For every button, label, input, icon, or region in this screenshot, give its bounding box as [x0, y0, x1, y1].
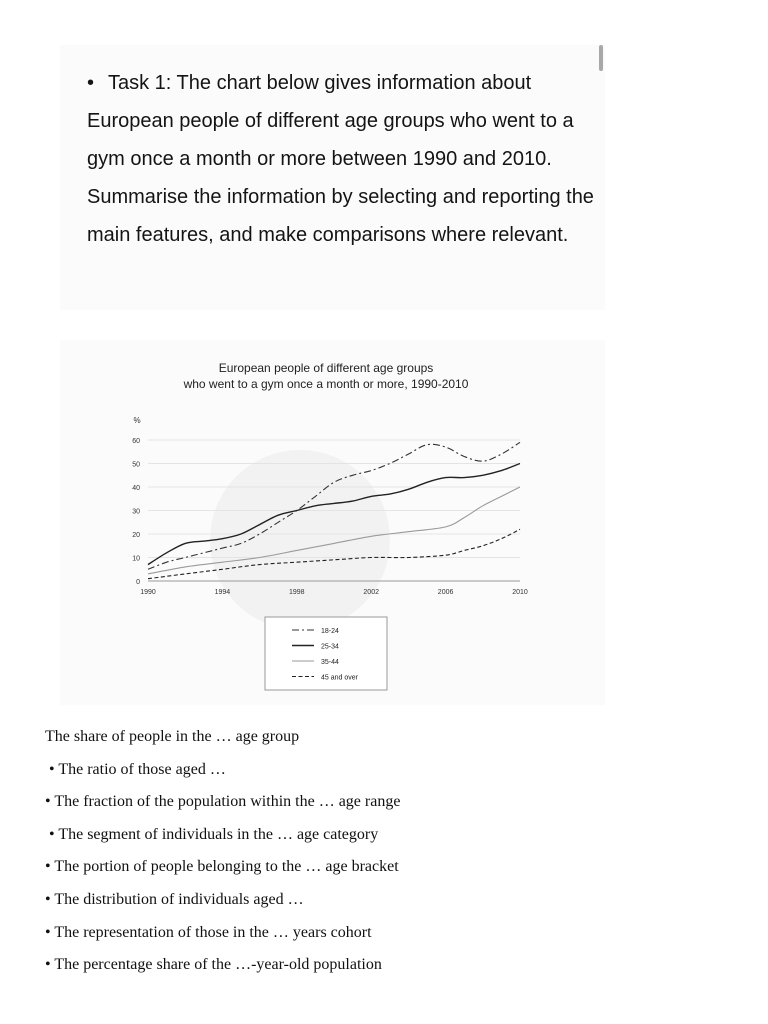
task-panel — [60, 45, 605, 310]
note-line: • The percentage share of the …-year-old population — [45, 956, 382, 974]
note-line: • The segment of individuals in the … age category — [45, 825, 379, 843]
notes-list — [45, 724, 745, 985]
y-axis-label: % — [133, 416, 141, 425]
x-tick-label: 2006 — [437, 589, 454, 596]
note-line: • The distribution of individuals aged … — [45, 890, 304, 908]
note-line: • The fraction of the population within the … age range — [45, 793, 401, 811]
line-chart — [60, 340, 605, 705]
chart-panel — [60, 340, 605, 705]
y-tick-label: 40 — [132, 485, 140, 492]
x-tick-label: 1998 — [289, 589, 305, 596]
legend-label: 18-24 — [321, 628, 339, 635]
y-tick-label: 0 — [136, 579, 140, 586]
task-bullet: • — [87, 72, 95, 94]
chart-subtitle: who went to a gym once a month or more, 1990-2010 — [183, 377, 469, 391]
note-line: • The portion of people belonging to the … age bracket — [45, 858, 399, 876]
y-tick-label: 50 — [132, 461, 140, 469]
legend-label: 45 and over — [321, 674, 358, 682]
y-tick-label: 30 — [132, 508, 140, 516]
y-tick-label: 60 — [132, 438, 140, 445]
note-line: • The ratio of those aged … — [45, 760, 226, 778]
y-tick-label: 20 — [132, 532, 140, 539]
x-tick-label: 1994 — [214, 589, 231, 596]
chart-title: European people of different age groups — [218, 361, 434, 375]
y-tick-label: 10 — [132, 555, 140, 563]
legend-label: 25-34 — [321, 643, 339, 651]
x-tick-label: 2010 — [512, 589, 528, 596]
watermark-logo — [210, 450, 390, 630]
note-line: • The representation of those in the … years cohort — [45, 923, 372, 941]
task-prompt — [87, 64, 597, 254]
note-line: The share of people in the … age group — [45, 728, 300, 745]
scroll-indicator[interactable] — [599, 45, 603, 71]
x-tick-label: 2002 — [363, 589, 379, 596]
task-text: Task 1: The chart below gives information about European people of different age groups who went to a gym once a month or more between 1990 and 2010. Summarise the information by selecting and reporting the main features, and make comparisons where relevant. — [87, 72, 594, 246]
legend-label: 35-44 — [321, 659, 339, 666]
x-tick-label: 1990 — [140, 589, 156, 596]
legend — [265, 617, 387, 690]
